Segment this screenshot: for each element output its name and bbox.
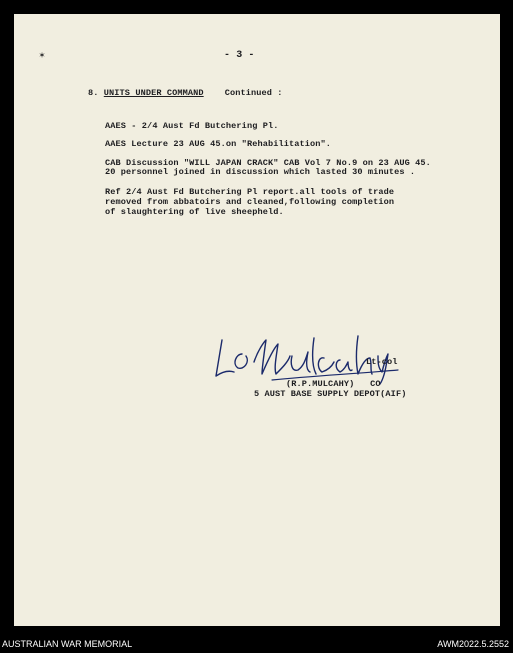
signatory-unit: 5 AUST BASE SUPPLY DEPOT(AIF) [254,389,407,399]
section-heading [88,88,283,98]
body-line: AAES - 2/4 Aust Fd Butchering Pl. [105,121,279,131]
body-line: CAB Discussion "WILL JAPAN CRACK" CAB Vol 7 No.9 on 23 AUG 45. [105,158,431,168]
section-number: 8. [88,88,99,98]
signatory-rank: Lt-col [366,357,398,367]
section-title: UNITS UNDER COMMAND [103,88,204,98]
continued-label: Continued : [224,88,283,98]
body-line: removed from abbatoirs and cleaned,following completion [105,197,395,207]
reference-number: AWM2022.5.2552 [437,639,509,649]
institution-credit: AUSTRALIAN WAR MEMORIAL [2,639,133,649]
margin-mark: ✶ [39,51,46,62]
body-line: 20 personnel joined in discussion which lasted 30 minutes . [105,167,416,177]
body-line: of slaughtering of live sheepheld. [105,207,284,217]
body-line: Ref 2/4 Aust Fd Butchering Pl report.all tools of trade [105,187,395,197]
document-page [14,14,500,626]
body-line: AAES Lecture 23 AUG 45.on "Rehabilitation". [105,139,332,149]
page-number: - 3 - [224,50,255,61]
signatory-name: (R.P.MULCAHY) CO [286,379,381,389]
